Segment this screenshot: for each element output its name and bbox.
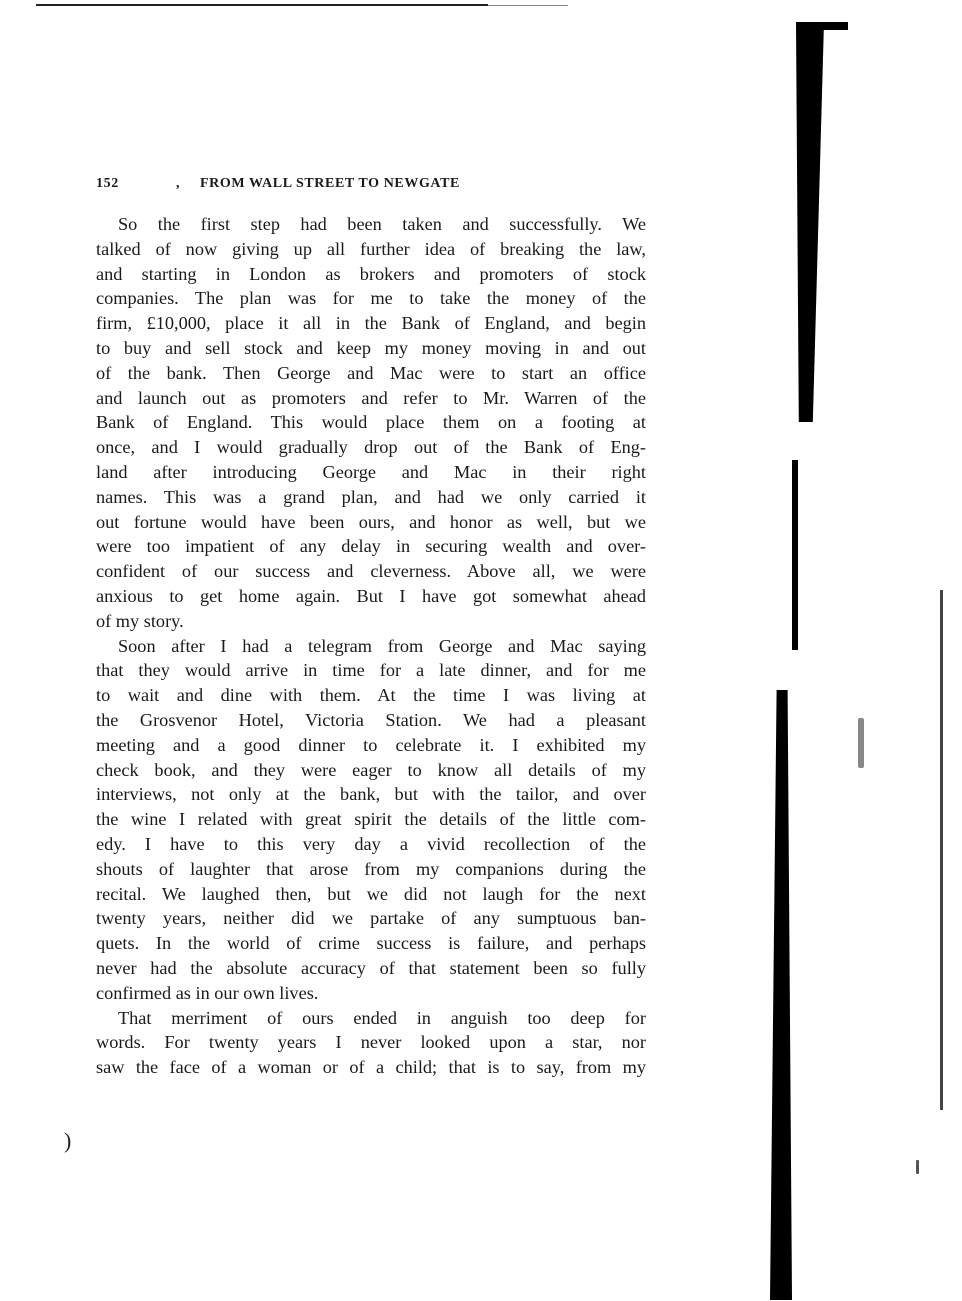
scan-speck xyxy=(858,718,864,768)
top-edge-rule xyxy=(36,4,488,6)
text-line: once, and I would gradually drop out of the Bank of Eng- xyxy=(96,437,646,458)
text-line: Bank of England. This would place them on a footing at xyxy=(96,412,646,433)
text-line: recital. We laughed then, but we did not laugh for the next xyxy=(96,883,646,904)
body-text xyxy=(96,212,646,1080)
text-line: that they would arrive in time for a late dinner, and for me xyxy=(96,660,646,681)
binding-shadow-upper-edge xyxy=(820,22,848,30)
text-line: shouts of laughter that arose from my companions during the xyxy=(96,858,646,879)
paragraph xyxy=(96,212,646,634)
text-line: check book, and they were eager to know all details of my xyxy=(96,759,646,780)
text-line: out fortune would have been ours, and honor as well, but we xyxy=(96,511,646,532)
paragraph xyxy=(96,634,646,1006)
top-edge-rule-faint xyxy=(488,5,568,6)
text-line: names. This was a grand plan, and had we only carried it xyxy=(96,486,646,507)
text-line: were too impatient of any delay in securing wealth and over- xyxy=(96,536,646,557)
text-line: Soon after I had a telegram from George and Mac saying xyxy=(118,635,646,656)
text-line: confident of our success and cleverness. Above all, we were xyxy=(96,561,646,582)
text-line: So the first step had been taken and successfully. We xyxy=(118,214,646,234)
text-line: twenty years, neither did we partake of any sumptuous ban- xyxy=(96,908,646,929)
binding-shadow-upper xyxy=(796,22,824,422)
text-line: anxious to get home again. But I have got somewhat ahead xyxy=(96,585,646,606)
text-line: the Grosvenor Hotel, Victoria Station. We had a pleasant xyxy=(96,709,646,730)
text-line: to buy and sell stock and keep my money moving in and out xyxy=(96,337,646,358)
paragraph xyxy=(96,1006,646,1080)
text-line: That merriment of ours ended in anguish too deep for xyxy=(118,1007,646,1028)
margin-mark: ) xyxy=(64,1128,72,1153)
running-head xyxy=(96,176,646,192)
binding-shadow-thin xyxy=(792,460,798,650)
text-line: saw the face of a woman or of a child; that is to say, from my xyxy=(96,1057,646,1078)
text-line: interviews, not only at the bank, but with the tailor, and over xyxy=(96,784,646,805)
text-line: edy. I have to this very day a vivid recollection of the xyxy=(96,833,646,854)
scan-speck xyxy=(916,1160,919,1174)
text-line: meeting and a good dinner to celebrate it. I exhibited my xyxy=(96,734,646,755)
text-line: and starting in London as brokers and promoters of stock xyxy=(96,263,646,284)
text-line: and launch out as promoters and refer to Mr. Warren of the xyxy=(96,387,646,408)
running-title: FROM WALL STREET TO NEWGATE xyxy=(200,176,460,191)
text-line: of my story. xyxy=(96,610,184,631)
binding-shadow-lower xyxy=(770,690,792,1300)
text-line: land after introducing George and Mac in their right xyxy=(96,461,646,482)
text-line: quets. In the world of crime success is failure, and perhaps xyxy=(96,933,646,954)
text-line: to wait and dine with them. At the time I was living at xyxy=(96,685,646,706)
page-number: 152 xyxy=(96,176,119,191)
text-line: talked of now giving up all further idea of breaking the law, xyxy=(96,238,646,259)
text-line: the wine I related with great spirit the details of the little com- xyxy=(96,809,646,830)
text-line: firm, £10,000, place it all in the Bank of England, and begin xyxy=(96,313,646,334)
header-bullet: , xyxy=(176,176,181,191)
text-line: never had the absolute accuracy of that statement been so fully xyxy=(96,957,646,978)
text-line: confirmed as in our own lives. xyxy=(96,982,319,1003)
text-line: words. For twenty years I never looked upon a star, nor xyxy=(96,1032,646,1053)
right-edge-streak xyxy=(940,590,943,1110)
text-line: companies. The plan was for me to take the money of the xyxy=(96,288,646,309)
text-line: of the bank. Then George and Mac were to start an office xyxy=(96,362,646,383)
